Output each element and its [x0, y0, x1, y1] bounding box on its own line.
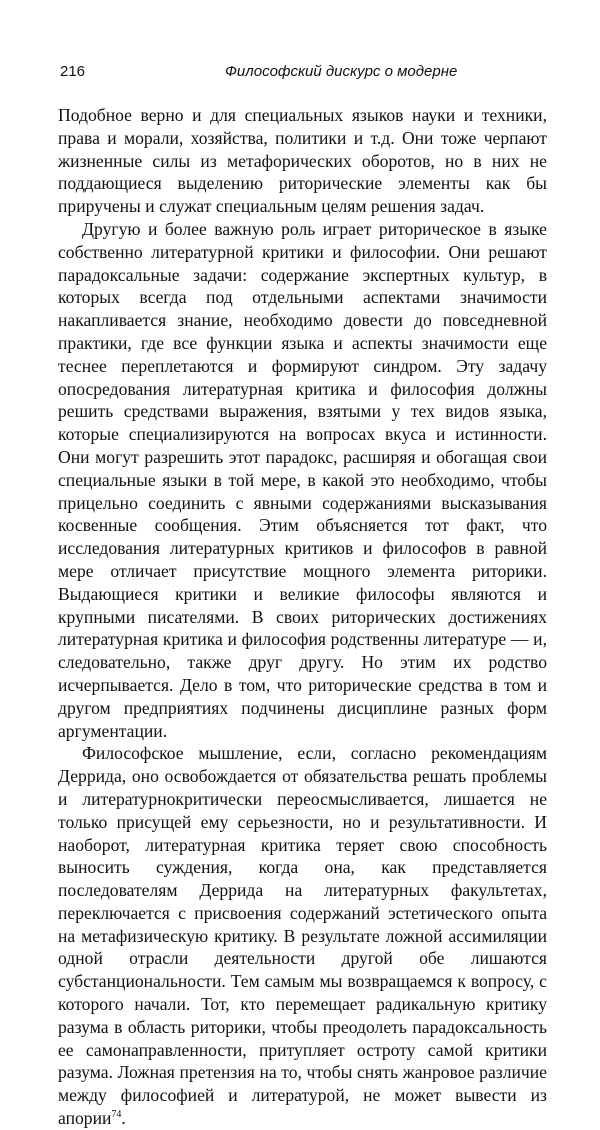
- running-title: Философский дискурс о модерне: [225, 63, 458, 80]
- paragraph-3: Философское мышление, если, согласно рекомендациям Деррида, оно освобождается от обязательства решать проблемы и литературнокритически переосмысливается, лишается не только присущей ему серьезности, но и результативности. И наоборот, литературная критика теряет свою способность выносить суждения, когда она, как представляется последователям Деррида на литературных факультетах, переключается с присвоения содержаний эстетического опыта на метафизическую критику. В результате ложной ассимиляции одной отрасли деятельности другой обе лишаются субстанциональности. Тем самым мы возвращаемся к вопросу, с которого начали. Тот, кто перемещает радикальную критику разума в область риторики, чтобы преодолеть парадоксальность ее самонаправленности, притупляет остроту самой критики разума. Ложная претензия на то, чтобы снять жанровое различие между философией и литературой, не может вывести из апории$^{74}$.: [58, 743, 547, 1129]
- footnote-ref[interactable]: 74: [111, 1109, 122, 1121]
- paragraph-2: Другую и более важную роль играет риторическое в языке собственно литературной критики и философии. Они решают парадоксальные задачи: содержание экспертных культур, в которых всегда под отдельными аспектами значимости накапливается знание, необходимо довести до повседневной практики, где все функции языка и аспекты значимости еще теснее переплетаются и формируют синдром. Эту задачу опосредования литературная критика и философия должны решить средствами выражения, взятыми у тех видов языка, которые специализируются на вопросах вкуса и истинности. Они могут разрешить этот парадокс, расширяя и обогащая свои специальные языки в той мере, в какой это необходимо, чтобы прицельно соединить с явными содержаниями высказывания косвенные сообщения. Этим объясняется тот факт, что исследования литературных критиков и философов в равной мере отличает присутствие мощного элемента риторики. Выдающиеся критики и великие философы являются и крупными писателями. В своих риторических достижениях литературная критика и философия родственны литературе — и, следовательно, также друг другу. Но этим их родство исчерпывается. Дело в том, что риторические средства в том и другом предприятиях подчинены дисциплине разных форм аргументации.: [58, 218, 547, 741]
- page-header: [60, 63, 545, 87]
- page-number: 216: [60, 63, 86, 80]
- paragraph-1: Подобное верно и для специальных языков науки и техники, права и морали, хозяйства, политики и т.д. Они тоже черпают жизненные силы из метафорических оборотов, но в них не поддающиеся выделению риторические элементы как бы приручены и служат специальным целям решения задач.: [58, 105, 547, 217]
- paragraph-3-text: Философское мышление, если, согласно рекомендациям Деррида, оно освобождается от обязательства решать проблемы и литературнокритически переосмысливается, лишается не только присущей ему серьезности, но и результативности. И наоборот, литературная критика теряет свою способность выносить суждения, когда она, как представляется последователям Деррида на литературных факультетах, переключается с присвоения содержаний эстетического опыта на метафизическую критику. В результате ложной ассимиляции одной отрасли деятельности другой обе лишаются субстанциональности. Тем самым мы возвращаемся к вопросу, с которого начали. Тот, кто перемещает радикальную критику разума в область риторики, чтобы преодолеть парадоксальность ее самонаправленности, притупляет остроту самой критики разума. Ложная претензия на то, чтобы снять жанровое различие между философией и литературой, не может вывести из апории: [58, 743, 547, 1129]
- body-text: [58, 104, 547, 1130]
